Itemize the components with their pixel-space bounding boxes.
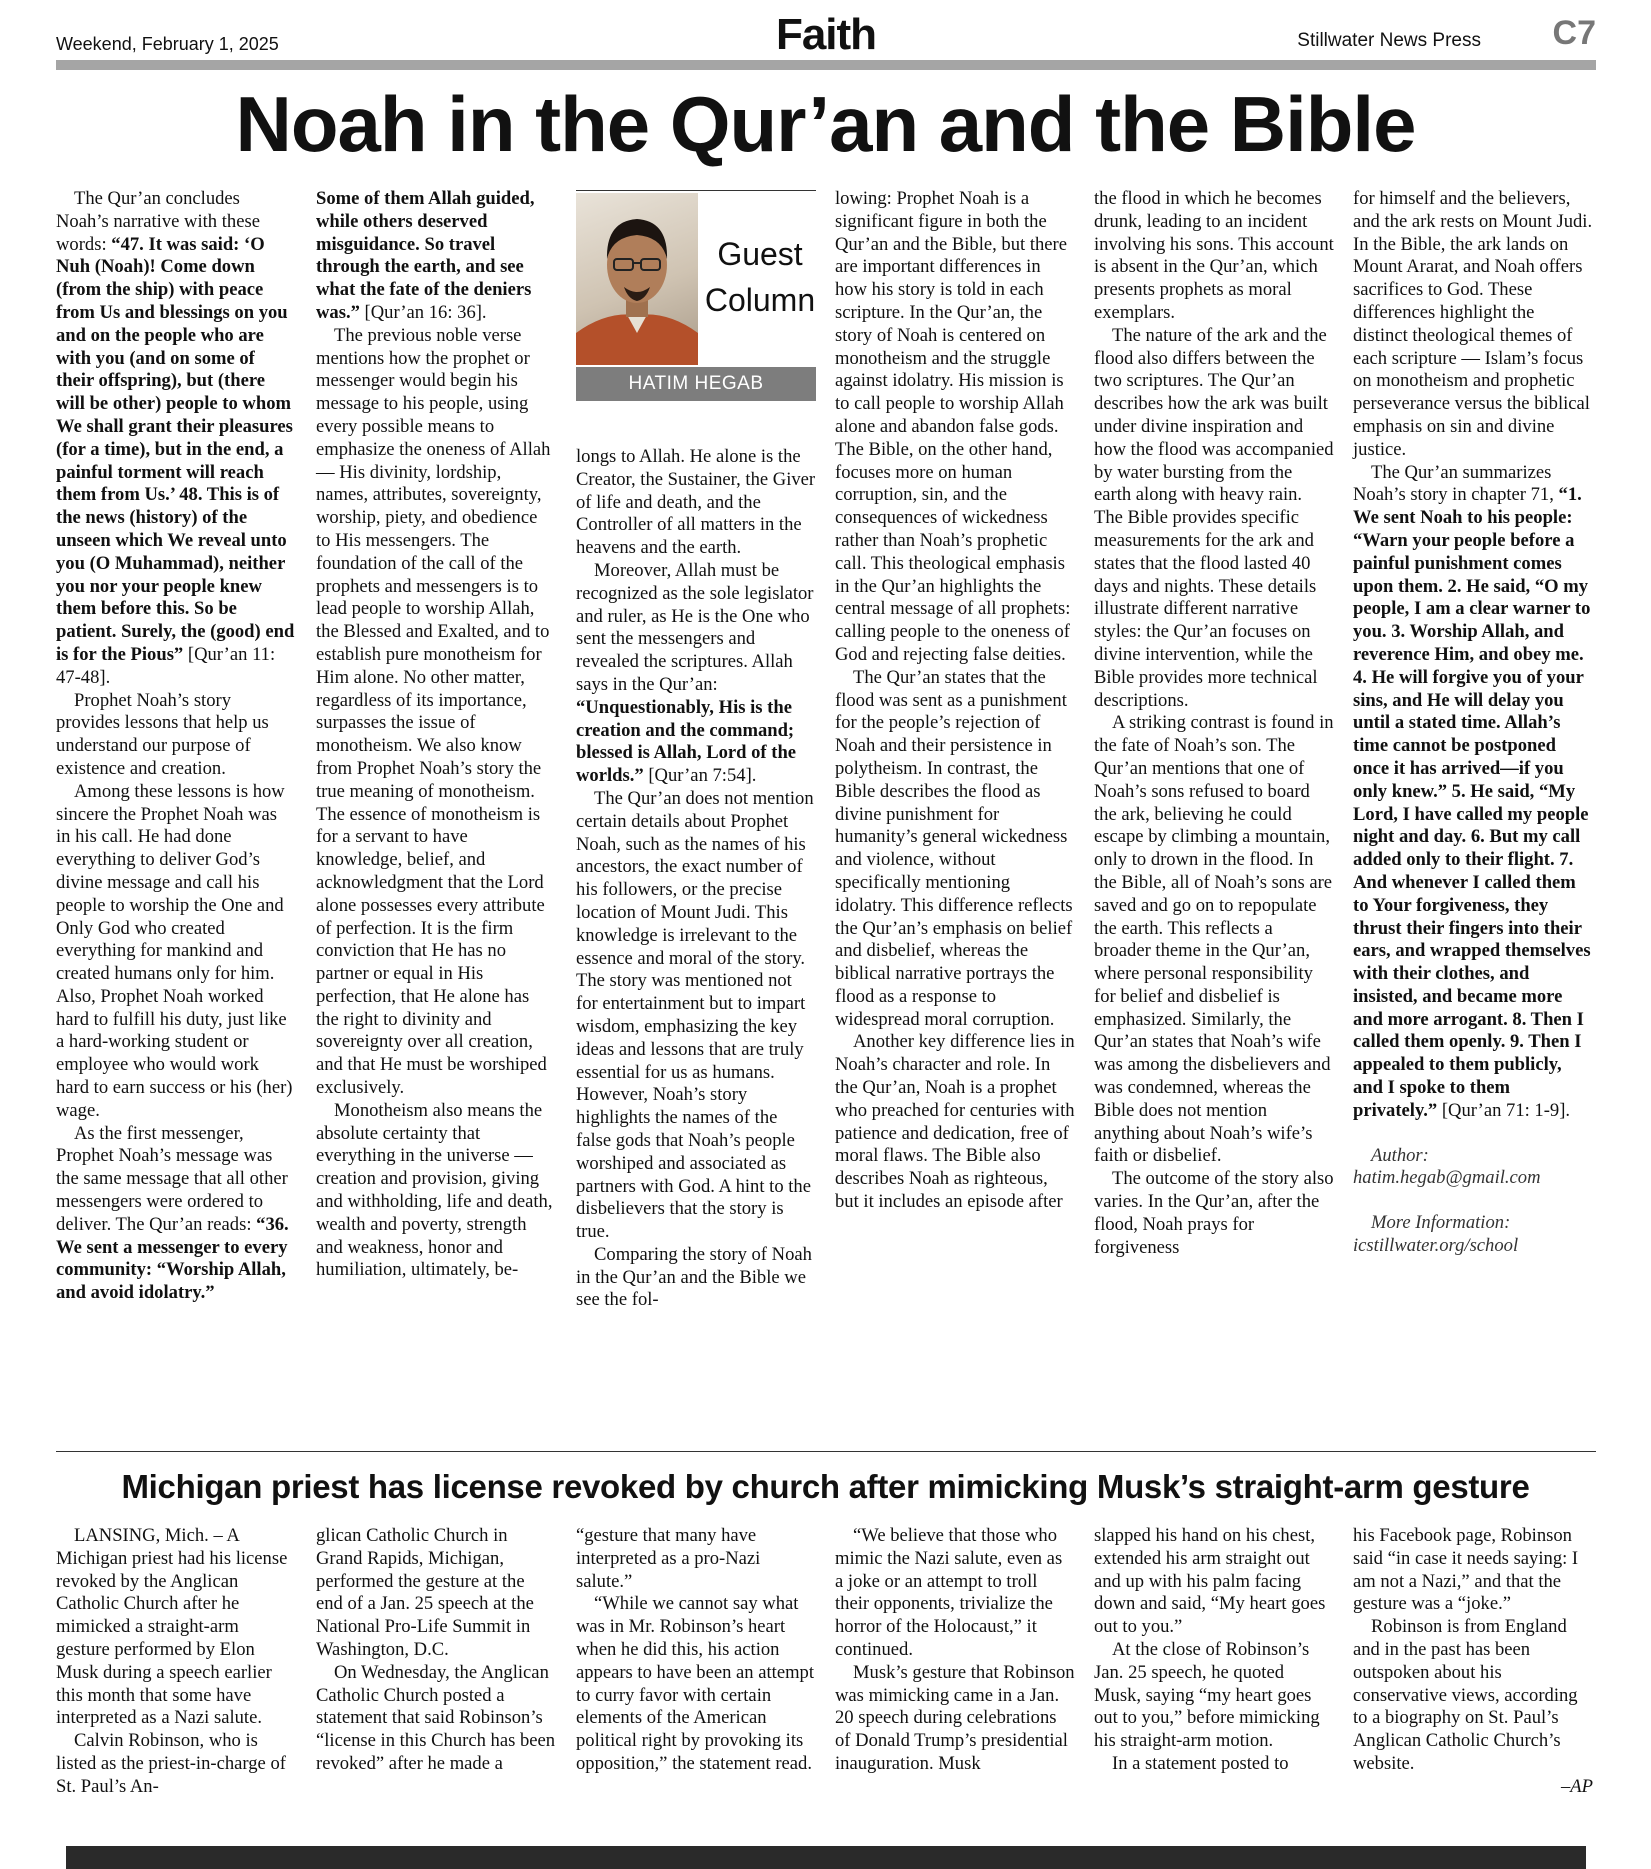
- paragraph: Another key difference lies in Noah’s character and role. In the Qur’an, Noah is a prophet who preached for centuries with patience and dedication, free of moral flaws. The Bible also describes Noah as righteous, but it includes an episode after: [835, 1031, 1075, 1213]
- spacer: [1353, 1123, 1593, 1145]
- paragraph: his Facebook page, Robinson said “in case it needs saying: I am not a Nazi,” and that the gesture was a “joke.”: [1353, 1525, 1579, 1615]
- paragraph: Comparing the story of Noah in the Qur’an and the Bible we see the fol-: [576, 1243, 812, 1311]
- section-title: Faith: [775, 10, 877, 59]
- bottom-bar: [66, 1846, 1586, 1869]
- wire-signature: –AP: [1560, 1775, 1593, 1797]
- newspaper-name: Stillwater News Press: [1297, 30, 1481, 51]
- page-number: C7: [1552, 14, 1596, 52]
- article-column-1: [56, 188, 296, 1428]
- paragraph: Calvin Robinson, who is listed as the priest-in-charge of St. Paul’s An-: [56, 1730, 286, 1797]
- header-rule: [56, 60, 1596, 70]
- paragraph: Moreover, Allah must be recognized as the sole legislator and ruler, as He is the One who sent the messengers and revealed the scriptures. Allah says in the Qur’an: “Unquestionably, His is the creation and the command; blessed is Allah, Lord of the worlds.” [Qur’an 7:54].: [576, 559, 814, 787]
- author-photo: [576, 193, 698, 365]
- paragraph: “While we cannot say what was in Mr. Robinson’s heart when he did this, his action appears to have been an attempt to curry favor with certain elements of the American political right by provoking its opposition,” the statement read.: [576, 1593, 814, 1774]
- paragraph: On Wednesday, the Anglican Catholic Church posted a statement that said Robinson’s “license in this Church has been revoked” after he made a: [316, 1661, 556, 1774]
- paragraph: At the close of Robinson’s Jan. 25 speech, he quoted Musk, saying “my heart goes out to you,” before mimicking his straight-arm motion.: [1094, 1638, 1320, 1752]
- guest-column-label: Guest Column: [704, 236, 816, 318]
- article-column-5: [1094, 188, 1334, 1428]
- article2-column-6: [1353, 1525, 1593, 1815]
- paragraph: lowing: Prophet Noah is a significant figure in both the Qur’an and the Bible, but there are important differences in how his story is told in each scripture. In the Qur’an, the story of Noah is centered on monotheism and the struggle against idolatry. His mission is to call people to worship Allah alone and abandon false gods. The Bible, on the other hand, focuses more on human corruption, sin, and the consequences of wickedness rather than Noah’s prophetic call. This theological emphasis in the Qur’an highlights the central message of all prophets: calling people to the oneness of God and rejecting false deities.: [835, 188, 1071, 665]
- paragraph: “gesture that many have interpreted as a pro-Nazi salute.”: [576, 1525, 761, 1592]
- paragraph: Prophet Noah’s story provides lessons that help us understand our purpose of existence and creation.: [56, 689, 269, 779]
- paragraph: The previous noble verse mentions how the prophet or messenger would begin his message to his people, using every possible means to emphasize the oneness of Allah — His divinity, lordship, names, attributes, sovereignty, worship, piety, and obedience to His messengers. The foundation of the call of the prophets and messengers is to lead people to worship Allah, the Blessed and Exalted, and to establish pure monotheism for Him alone. No other matter, regardless of its importance, surpasses the issue of monotheism. We also know from Prophet Noah’s story the true meaning of monotheism. The essence of monotheism is for a servant to have knowledge, belief, and acknowledgment that the Lord alone possesses every attribute of perfection. It is the firm conviction that He has no partner or equal in His perfection, that He alone has the right to divinity and sovereignty over all creation, and that He must be worshiped exclusively.: [316, 324, 551, 1099]
- article2-column-4: [835, 1525, 1075, 1815]
- article-column-4: [835, 188, 1075, 1428]
- paragraph: The nature of the ark and the flood also differs between the two scriptures. The Qur’an describes how the ark was built under divine inspiration and how the flood was accompanied by water bursting from the earth along with heavy rain. The Bible provides specific measurements for the ark and states that the flood lasted 40 days and nights. These details illustrate different narrative styles: the Qur’an focuses on divine intervention, while the Bible provides more technical descriptions.: [1094, 324, 1334, 711]
- more-information: More Information: icstillwater.org/school: [1353, 1212, 1519, 1257]
- article-column-3: [576, 446, 816, 1428]
- author-contact: Author: hatim.hegab@gmail.com: [1353, 1144, 1541, 1189]
- article-column-6: [1353, 188, 1593, 1428]
- article-column-2: [316, 188, 556, 1428]
- paragraph: Monotheism also means the absolute certainty that everything in the universe — creation and provision, giving and withholding, life and death, wealth and poverty, strength and weakness, honor and humiliation, ultimately, be-: [316, 1099, 553, 1281]
- paragraph: Robinson is from England and in the past has been outspoken about his conservative views, according to a biography on St. Paul’s Anglican Catholic Church’s website.: [1353, 1616, 1578, 1774]
- article2-column-3: [576, 1525, 816, 1815]
- paragraph: The outcome of the story also varies. In the Qur’an, after the flood, Noah prays for forgiveness: [1094, 1168, 1334, 1258]
- paragraph: The Qur’an summarizes Noah’s story in chapter 71, “1. We sent Noah to his people: “Warn your people before a painful punishment comes upon them. 2. He said, “O my people, I am a clear warner to you. 3. Worship Allah, and reverence Him, and obey me. 4. He will forgive you of your sins, and He will delay you until a stated time. Allah’s time cannot be postponed once it has arrived—if you only knew.” 5. He said, “My Lord, I have called my people night and day. 6. But my call added only to their flight. 7. And whenever I called them to Your forgiveness, they thrust their fingers into their ears, and wrapped themselves with their clothes, and insisted, and became more and more arrogant. 8. Then I called them openly. 9. Then I appealed to them publicly, and I spoke to them privately.” [Qur’an 71: 1-9].: [1353, 461, 1591, 1121]
- paragraph: As the first messenger, Prophet Noah’s message was the same message that all other messengers were ordered to deliver. The Qur’an reads: “36. We sent a messenger to every community: “Worship Allah, and avoid idolatry.”: [56, 1122, 289, 1304]
- paragraph: “We believe that those who mimic the Nazi salute, even as a joke or an attempt to troll their opponents, trivialize the horror of the Holocaust,” it continued.: [835, 1525, 1063, 1660]
- paragraph: Musk’s gesture that Robinson was mimicking came in a Jan. 20 speech during celebrations of Donald Trump’s presidential inauguration. Musk: [835, 1661, 1075, 1774]
- paragraph: for himself and the believers, and the ark rests on Mount Judi. In the Bible, the ark lands on Mount Ararat, and Noah offers sacrifices to God. These differences highlight the distinct theological themes of each scripture — Islam’s focus on monotheism and prophetic perseverance versus the biblical emphasis on sin and divine justice.: [1353, 188, 1593, 460]
- article2-column-2: [316, 1525, 556, 1815]
- guest-column-box: [576, 190, 816, 403]
- paragraph: The Qur’an states that the flood was sent as a punishment for the people’s rejection of Noah and their persistence in polytheism. In contrast, the Bible describes the flood as divine punishment for humanity’s general wickedness and violence, without specifically mentioning idolatry. This difference reflects the Qur’an’s emphasis on belief and disbelief, whereas the biblical narrative portrays the flood as a response to widespread moral corruption.: [835, 666, 1073, 1030]
- article2-headline: Michigan priest has license revoked by church after mimicking Musk’s straight-arm gesture: [121, 1468, 1530, 1505]
- paragraph: glican Catholic Church in Grand Rapids, Michigan, performed the gesture at the end of a Jan. 25 speech at the National Pro-Life Summit in Washington, D.C.: [316, 1525, 534, 1660]
- paragraph: the flood in which he becomes drunk, leading to an incident involving his sons. This account is absent in the Qur’an, which presents prophets as moral exemplars.: [1094, 188, 1334, 323]
- paragraph: longs to Allah. He alone is the Creator, the Sustainer, the Giver of life and death, and the Controller of all matters in the heavens and the earth.: [576, 446, 816, 559]
- article2-column-1: [56, 1525, 296, 1815]
- article-divider: [56, 1451, 1596, 1452]
- paragraph: The Qur’an does not mention certain details about Prophet Noah, such as the names of his ancestors, the exact number of his followers, or the precise location of Mount Judi. This knowledge is irrelevant to the essence and moral of the story. The story was mentioned not for entertainment but to impart wisdom, emphasizing the key ideas and lessons that are truly essential for us as humans. However, Noah’s story highlights the names of the false gods that Noah’s people worshiped and associated as partners with God. A hint to the disbelievers that the story is true.: [576, 787, 814, 1243]
- paragraph: slapped his hand on his chest, extended his arm straight out and up with his palm facing down and said, “My heart goes out to you.”: [1094, 1525, 1326, 1638]
- paragraph: In a statement posted to: [1112, 1752, 1289, 1774]
- article-headline: Noah in the Qur’an and the Bible: [235, 80, 1416, 168]
- article2-column-5: [1094, 1525, 1334, 1815]
- issue-date: Weekend, February 1, 2025: [56, 34, 279, 54]
- author-byline: HATIM HEGAB: [576, 367, 816, 401]
- paragraph: Some of them Allah guided, while others deserved misguidance. So travel through the earth, and see what the fate of the deniers was.” [Qur’an 16: 36].: [316, 188, 535, 323]
- paragraph: The Qur’an concludes Noah’s narrative with these words: “47. It was said: ‘O Nuh (Noah)! Come down (from the ship) with peace from Us and blessings on you and on the people who are with you (and on some of their offspring), but (there will be other) people to whom We shall grant their pleasures (for a time), but in the end, a painful torment will reach them from Us.’ 48. This is of the news (history) of the unseen which We reveal unto you (O Muhammad), neither you nor your people knew them before this. So be patient. Surely, the (good) end is for the Pious” [Qur’an 11: 47-48].: [56, 188, 295, 688]
- paragraph: Among these lessons is how sincere the Prophet Noah was in his call. He had done everything to deliver God’s divine message and call his people to worship the One and Only God who created everything for mankind and created humans only for him. Also, Prophet Noah worked hard to fulfill his duty, just like a hard-working student or employee who would work hard to earn success or his (her) wage.: [56, 780, 293, 1121]
- spacer: [1353, 1190, 1593, 1212]
- paragraph: A striking contrast is found in the fate of Noah’s son. The Qur’an mentions that one of Noah’s sons refused to board the ark, believing he could escape by climbing a mountain, only to drown in the flood. In the Bible, all of Noah’s sons are saved and go on to repopulate the earth. This reflects a broader theme in the Qur’an, where personal responsibility for belief and disbelief is emphasized. Similarly, the Qur’an states that Noah’s wife was among the disbelievers and was condemned, whereas the Bible does not mention anything about Noah’s wife’s faith or disbelief.: [1094, 712, 1334, 1167]
- paragraph: LANSING, Mich. – A Michigan priest had his license revoked by the Anglican Catholic Church after he mimicked a straight-arm gesture performed by Elon Musk during a speech earlier this month that some have interpreted as a Nazi salute.: [56, 1525, 288, 1729]
